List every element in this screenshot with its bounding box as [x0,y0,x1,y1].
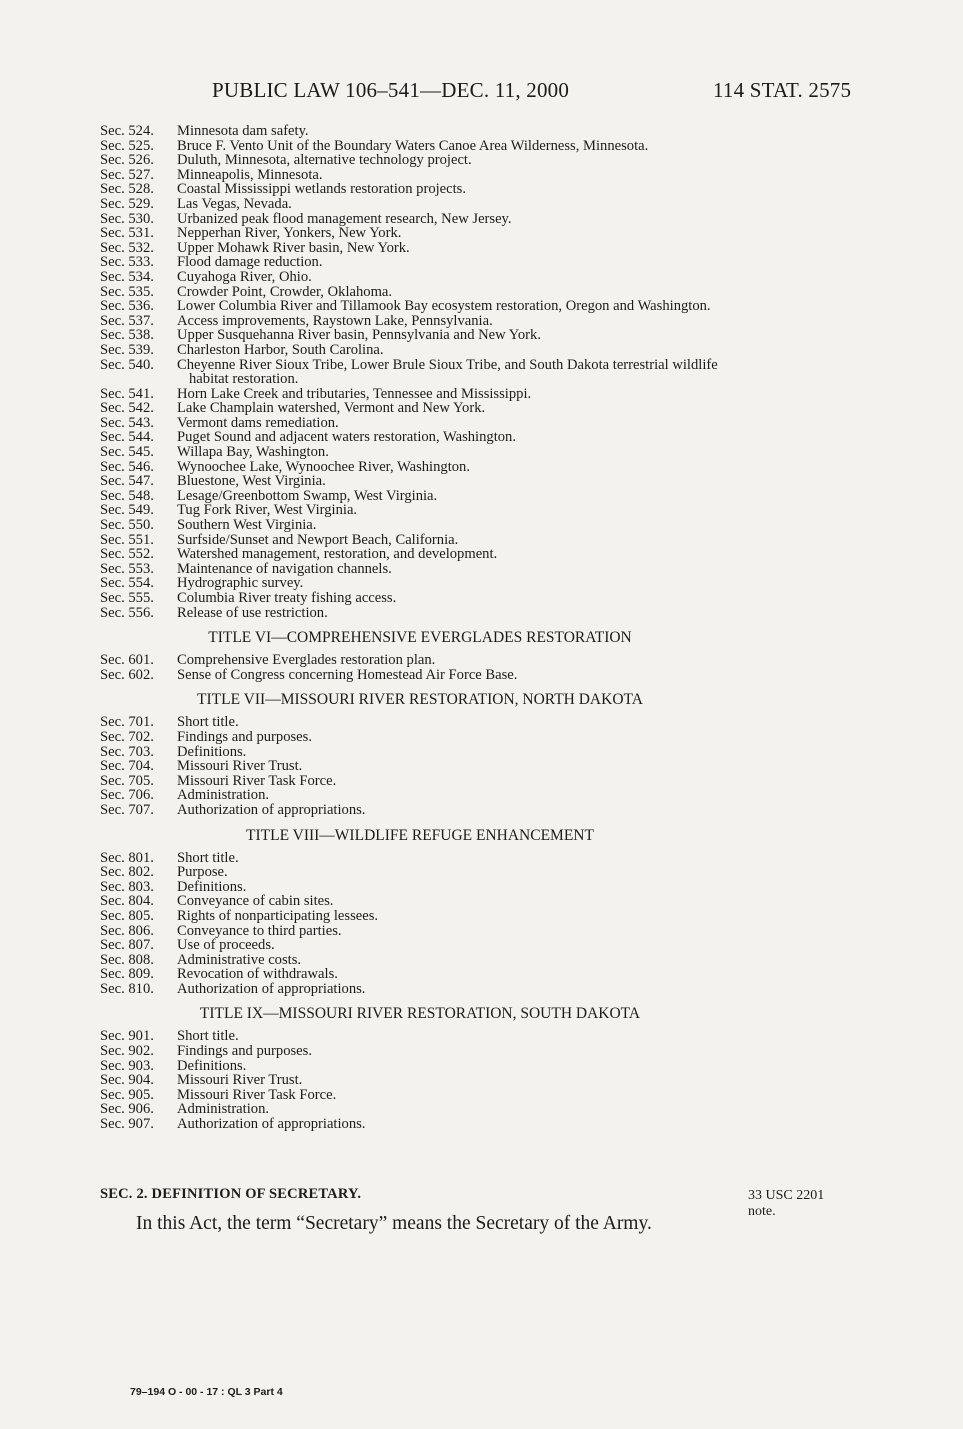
toc-entry [100,1073,740,1088]
toc-section-title: Findings and purposes. [177,1043,312,1060]
toc-entry [100,139,740,154]
toc-section-title: Conveyance of cabin sites. [177,893,334,910]
toc-group-title5 [100,124,740,620]
toc-section-title: Flood damage reduction. [177,254,323,271]
toc-section-number: Sec. 535. [100,283,154,300]
toc-entry [100,358,740,387]
toc-entry [100,865,740,880]
toc-section-number: Sec. 703. [100,743,154,760]
toc-section-title: Access improvements, Raystown Lake, Pennsylvania. [177,312,493,329]
toc-section-title: Bluestone, West Virginia. [177,473,326,490]
toc-section-title: Urbanized peak flood management research, New Jersey. [177,210,512,227]
toc-section-number: Sec. 907. [100,1116,154,1133]
toc-section-number: Sec. 905. [100,1086,154,1103]
toc-section-title: Wynoochee Lake, Wynoochee River, Washington. [177,458,470,475]
toc-entry [100,606,740,621]
toc-entry [100,851,740,866]
toc-section-number: Sec. 551. [100,531,154,548]
toc-section-number: Sec. 527. [100,166,154,183]
toc-entry [100,759,740,774]
toc-entry [100,299,740,314]
toc-section-title: Comprehensive Everglades restoration plan. [177,652,436,669]
toc-section-number: Sec. 540. [100,356,154,373]
toc-section-number: Sec. 525. [100,137,154,154]
toc-entry [100,285,740,300]
toc-entry [100,576,740,591]
toc-section-number: Sec. 538. [100,327,154,344]
toc-section-title: Lesage/Greenbottom Swamp, West Virginia. [177,487,438,504]
title-heading: TITLE VI—COMPREHENSIVE EVERGLADES RESTORATION [208,629,632,647]
toc-section-number: Sec. 903. [100,1057,154,1074]
toc-entry [100,489,740,504]
toc-section-number: Sec. 549. [100,502,154,519]
toc-section-number: Sec. 543. [100,414,154,431]
toc-section-number: Sec. 545. [100,444,154,461]
statute-page-number: 114 STAT. 2575 [713,78,852,102]
toc-section-number: Sec. 536. [100,298,154,315]
toc-section-number: Sec. 810. [100,980,154,997]
toc-section-number: Sec. 901. [100,1028,154,1045]
toc-section-title: Upper Susquehanna River basin, Pennsylvania and New York. [177,327,541,344]
toc-section-number: Sec. 904. [100,1072,154,1089]
toc-section-number: Sec. 554. [100,575,154,592]
toc-section-number: Sec. 601. [100,652,154,669]
toc-section-title: Cuyahoga River, Ohio. [177,268,312,285]
toc-section-title: Southern West Virginia. [177,517,317,534]
toc-section-number: Sec. 550. [100,517,154,534]
toc-section-number: Sec. 530. [100,210,154,227]
toc-section-number: Sec. 707. [100,801,154,818]
table-of-contents [100,124,740,1132]
toc-section-title: Authorization of appropriations. [177,1116,366,1133]
toc-section-title: Missouri River Trust. [177,1072,303,1089]
toc-section-number: Sec. 702. [100,728,154,745]
toc-section-title: Hydrographic survey. [177,575,304,592]
toc-section-title: Administration. [177,1101,270,1118]
toc-entry [100,474,740,489]
toc-section-number: Sec. 528. [100,181,154,198]
toc-entry [100,124,740,139]
toc-section-number: Sec. 807. [100,937,154,954]
toc-section-number: Sec. 808. [100,951,154,968]
toc-entry [100,226,740,241]
section-heading: SEC. 2. DEFINITION OF SECRETARY. [100,1186,362,1202]
toc-entry [100,153,740,168]
toc-entry [100,562,740,577]
running-title: PUBLIC LAW 106–541—DEC. 11, 2000 [212,78,570,102]
toc-section-number: Sec. 555. [100,590,154,606]
toc-group-title8 [100,851,740,997]
toc-entry [100,430,740,445]
toc-section-number: Sec. 805. [100,907,154,924]
toc-section-title: Short title. [177,1028,239,1045]
toc-section-title: Minneapolis, Minnesota. [177,166,323,183]
toc-entry [100,168,740,183]
toc-entry [100,547,740,562]
toc-section-title: Coastal Mississippi wetlands restoration projects. [177,181,467,198]
toc-entry [100,730,740,745]
toc-section-title: Definitions. [177,743,247,760]
toc-group-title9 [100,1029,740,1131]
title-heading: TITLE VII—MISSOURI RIVER RESTORATION, NORTH DAKOTA [197,691,643,709]
toc-section-title: Surfside/Sunset and Newport Beach, California. [177,531,459,548]
toc-section-title: Las Vegas, Nevada. [177,195,292,212]
title-heading: TITLE IX—MISSOURI RIVER RESTORATION, SOUTH DAKOTA [199,1005,641,1023]
toc-entry [100,982,740,997]
toc-section-title: Missouri River Task Force. [177,1086,337,1103]
toc-section-title: Missouri River Trust. [177,758,303,775]
toc-entry [100,387,740,402]
toc-section-title: Vermont dams remediation. [177,414,339,431]
toc-section-number: Sec. 531. [100,225,154,242]
toc-section-title: Puget Sound and adjacent waters restoration, Washington. [177,429,517,446]
toc-section-title: Lower Columbia River and Tillamook Bay ecosystem restoration, Oregon and Washington. [177,298,711,315]
toc-section-number: Sec. 537. [100,312,154,329]
toc-section-title: Release of use restriction. [177,604,328,621]
toc-entry [100,533,740,548]
toc-entry [100,518,740,533]
toc-section-number: Sec. 534. [100,268,154,285]
toc-entry [100,653,740,668]
toc-section-title: Authorization of appropriations. [177,801,366,818]
toc-section-title: Rights of nonparticipating lessees. [177,907,379,924]
toc-section-number: Sec. 552. [100,546,154,563]
section-2 [100,1186,740,1235]
toc-entry [100,788,740,803]
toc-group-title6 [100,653,740,682]
toc-section-title: Cheyenne River Sioux Tribe, Lower Brule Sioux Tribe, and South Dakota terrestrial wildlife habitat restoration. [177,356,718,388]
toc-section-title: Administration. [177,787,270,804]
toc-section-number: Sec. 526. [100,152,154,169]
margin-note-citation: 33 USC 2201 [748,1188,825,1203]
toc-section-title: Crowder Point, Crowder, Oklahoma. [177,283,393,300]
toc-entry [100,774,740,789]
toc-section-title: Purpose. [177,864,228,881]
toc-section-number: Sec. 539. [100,341,154,358]
toc-entry [100,197,740,212]
toc-section-title: Authorization of appropriations. [177,980,366,997]
toc-entry [100,241,740,256]
toc-entry [100,460,740,475]
toc-entry [100,953,740,968]
toc-section-title: Willapa Bay, Washington. [177,444,329,461]
toc-entry [100,1102,740,1117]
toc-section-number: Sec. 802. [100,864,154,881]
toc-entry [100,445,740,460]
toc-entry [100,182,740,197]
toc-entry [100,938,740,953]
toc-entry [100,1088,740,1103]
toc-entry [100,803,740,818]
toc-section-title: Missouri River Task Force. [177,772,337,789]
toc-section-title: Horn Lake Creek and tributaries, Tennessee and Mississippi. [177,385,532,402]
toc-section-title: Definitions. [177,878,247,895]
toc-entry [100,212,740,227]
toc-section-title: Maintenance of navigation channels. [177,560,392,577]
toc-section-title: Administrative costs. [177,951,302,968]
toc-section-number: Sec. 548. [100,487,154,504]
toc-section-title: Columbia River treaty fishing access. [177,590,397,606]
toc-entry [100,1044,740,1059]
toc-entry [100,967,740,982]
toc-section-title: Tug Fork River, West Virginia. [177,502,358,519]
page-header [0,78,963,108]
toc-section-title: Findings and purposes. [177,728,312,745]
toc-section-title: Duluth, Minnesota, alternative technology project. [177,152,472,169]
toc-entry [100,924,740,939]
print-footer: 79–194 O - 00 - 17 : QL 3 Part 4 [130,1386,283,1398]
toc-entry [100,328,740,343]
toc-section-title: Upper Mohawk River basin, New York. [177,239,410,256]
toc-entry [100,503,740,518]
title-heading: TITLE VIII—WILDLIFE REFUGE ENHANCEMENT [246,826,594,844]
toc-group-title7 [100,715,740,817]
toc-entry [100,894,740,909]
toc-section-number: Sec. 804. [100,893,154,910]
toc-section-number: Sec. 556. [100,604,154,621]
toc-section-number: Sec. 705. [100,772,154,789]
margin-note-suffix: note. [748,1204,776,1219]
toc-section-number: Sec. 541. [100,385,154,402]
toc-entry [100,401,740,416]
toc-section-number: Sec. 553. [100,560,154,577]
toc-section-number: Sec. 704. [100,758,154,775]
toc-section-title: Revocation of withdrawals. [177,966,338,983]
toc-entry [100,668,740,683]
toc-section-title: Lake Champlain watershed, Vermont and New York. [177,400,486,417]
toc-section-number: Sec. 524. [100,123,154,139]
toc-section-title: Short title. [177,849,239,866]
toc-entry [100,1117,740,1132]
toc-entry [100,1029,740,1044]
toc-section-title: Use of proceeds. [177,937,275,954]
toc-section-number: Sec. 801. [100,849,154,866]
toc-section-title: Watershed management, restoration, and development. [177,546,498,563]
margin-note [748,1188,858,1220]
toc-section-title: Minnesota dam safety. [177,123,309,139]
toc-section-number: Sec. 546. [100,458,154,475]
section-body: In this Act, the term “Secretary” means the Secretary of the Army. [136,1213,652,1234]
toc-section-number: Sec. 701. [100,714,154,731]
toc-section-number: Sec. 532. [100,239,154,256]
toc-entry [100,909,740,924]
toc-section-title: Definitions. [177,1057,247,1074]
toc-section-number: Sec. 602. [100,666,154,683]
toc-entry [100,255,740,270]
toc-entry [100,745,740,760]
toc-entry [100,270,740,285]
toc-section-title: Conveyance to third parties. [177,922,342,939]
toc-section-number: Sec. 544. [100,429,154,446]
toc-entry [100,715,740,730]
toc-section-number: Sec. 533. [100,254,154,271]
toc-entry [100,314,740,329]
toc-section-title: Bruce F. Vento Unit of the Boundary Waters Canoe Area Wilderness, Minnesota. [177,137,649,154]
toc-section-number: Sec. 529. [100,195,154,212]
toc-section-number: Sec. 542. [100,400,154,417]
toc-section-number: Sec. 806. [100,922,154,939]
toc-section-number: Sec. 547. [100,473,154,490]
toc-section-number: Sec. 902. [100,1043,154,1060]
toc-entry [100,416,740,431]
toc-section-number: Sec. 803. [100,878,154,895]
toc-entry [100,1059,740,1074]
toc-section-title: Charleston Harbor, South Carolina. [177,341,384,358]
toc-section-title: Sense of Congress concerning Homestead Air Force Base. [177,666,518,683]
toc-section-title: Short title. [177,714,239,731]
toc-section-number: Sec. 906. [100,1101,154,1118]
toc-section-number: Sec. 809. [100,966,154,983]
toc-entry [100,880,740,895]
toc-entry [100,591,740,606]
toc-entry [100,343,740,358]
toc-section-title: Nepperhan River, Yonkers, New York. [177,225,402,242]
toc-section-number: Sec. 706. [100,787,154,804]
